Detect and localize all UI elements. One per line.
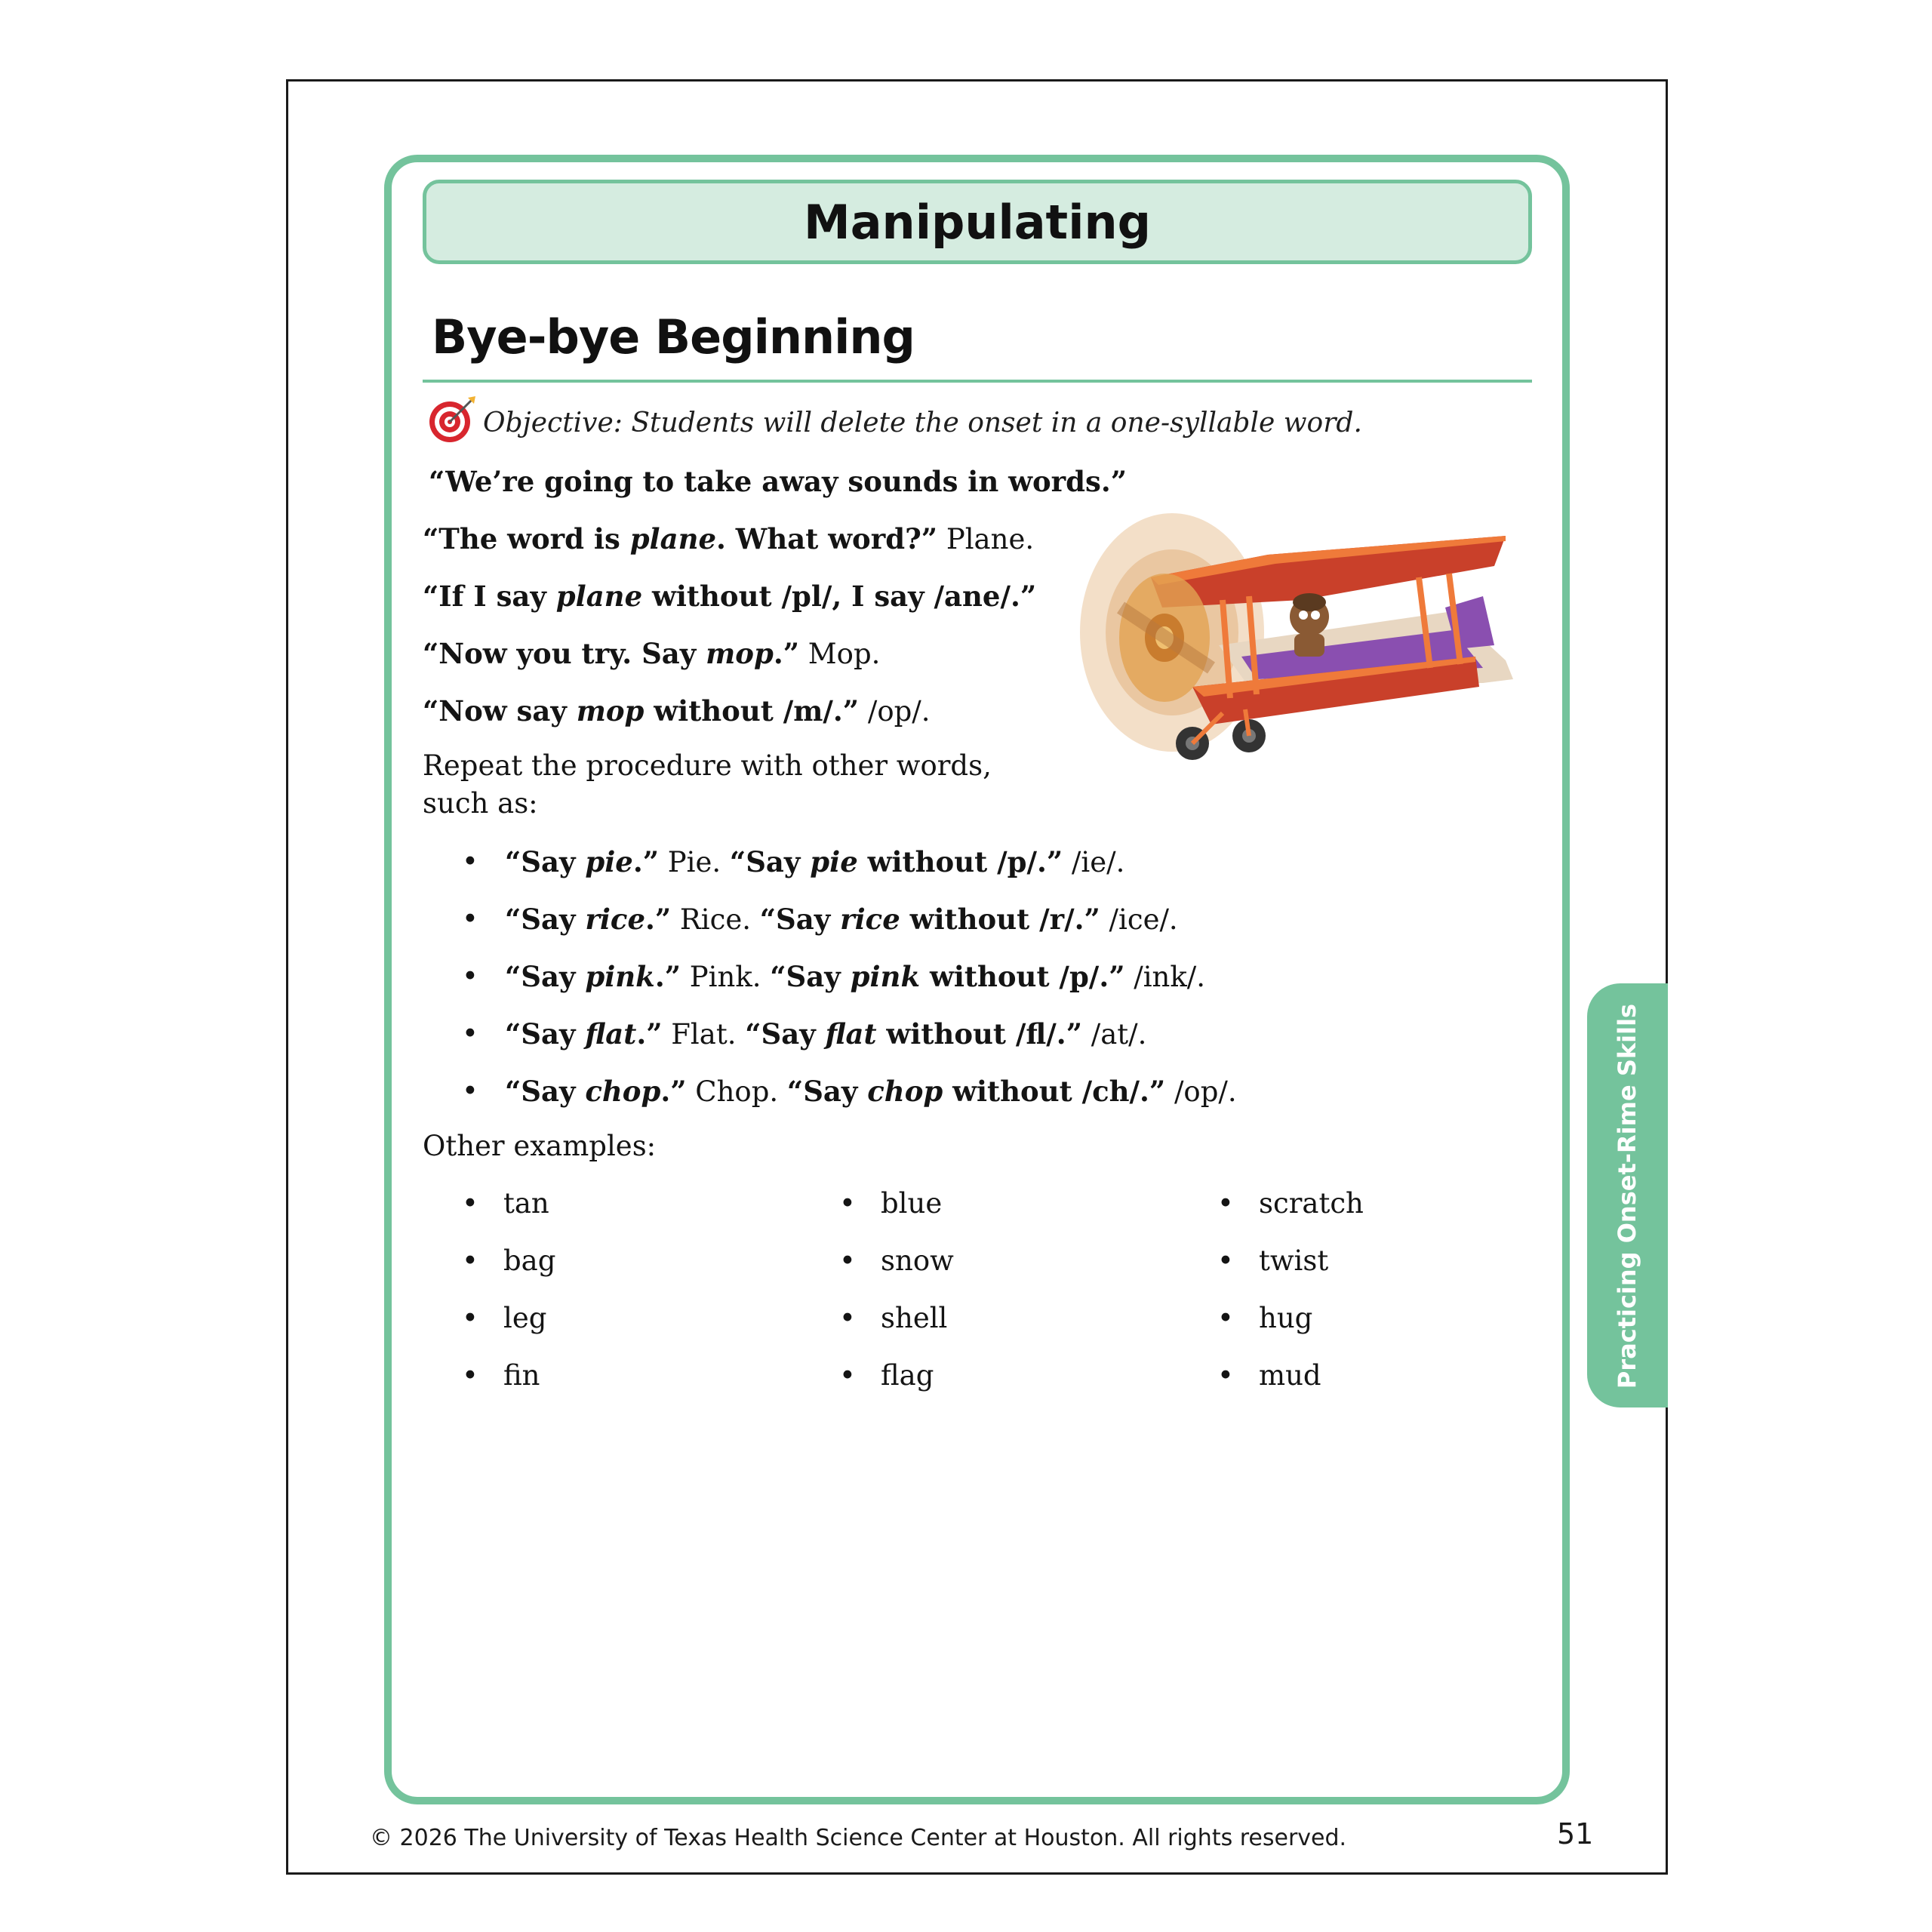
- bullet-marker: •: [462, 1187, 478, 1220]
- title-divider: [423, 380, 1532, 383]
- script-line-3-a: “If I say: [423, 580, 556, 613]
- procedure-part-a: “Say: [505, 1017, 586, 1051]
- bullet-marker: •: [462, 960, 478, 992]
- example-word-text: mud: [1259, 1359, 1321, 1392]
- script-line-4-a: “Now you try. Say: [423, 637, 706, 670]
- procedure-part-word: rice: [585, 903, 645, 936]
- procedure-part-f: /ink/.: [1124, 961, 1206, 993]
- procedure-part-c: Pink.: [681, 961, 771, 993]
- procedure-item-text: [505, 1075, 1237, 1108]
- procedure-part-word2: pie: [810, 845, 858, 878]
- page-number: 51: [1557, 1817, 1594, 1850]
- example-word-text: leg: [503, 1302, 547, 1334]
- section-title: Manipulating: [804, 194, 1151, 250]
- bullet-marker: •: [462, 1017, 478, 1050]
- procedure-item-text: [505, 903, 1178, 936]
- example-word-text: tan: [503, 1187, 549, 1220]
- script-line-3-word: plane: [555, 580, 643, 613]
- example-word-text: hug: [1259, 1302, 1313, 1334]
- procedure-part-word: flat: [585, 1017, 637, 1051]
- procedure-part-c: Chop.: [686, 1075, 787, 1108]
- procedure-part-e: without /p/.”: [857, 845, 1063, 878]
- procedure-part-f: /ie/.: [1063, 846, 1125, 878]
- script-line-1-text: “We’re going to take away sounds in words.”: [429, 465, 1128, 498]
- procedure-part-e: without /p/.”: [920, 960, 1125, 993]
- procedure-part-d: “Say: [770, 960, 851, 993]
- bullet-marker: •: [839, 1359, 856, 1392]
- procedure-part-d: “Say: [745, 1017, 826, 1051]
- procedure-part-b: .”: [654, 960, 681, 993]
- procedure-part-word: pink: [585, 960, 655, 993]
- script-line-5: [423, 694, 931, 728]
- script-line-2: [423, 522, 1034, 555]
- side-tab-label: Practicing Onset-Rime Skills: [1613, 1003, 1641, 1389]
- procedure-part-e: without /ch/.”: [943, 1075, 1166, 1108]
- bullet-marker: •: [462, 1302, 478, 1334]
- procedure-part-word2: rice: [840, 903, 900, 936]
- procedure-part-f: /op/.: [1165, 1075, 1237, 1108]
- procedure-part-b: .”: [660, 1075, 687, 1108]
- script-line-3: [423, 580, 1036, 613]
- bullet-marker: •: [1217, 1302, 1234, 1334]
- procedure-part-e: without /r/.”: [900, 903, 1100, 936]
- procedure-part-f: /at/.: [1081, 1018, 1147, 1051]
- bullet-marker: •: [1217, 1244, 1234, 1277]
- script-line-4-c: .”: [773, 637, 800, 670]
- script-line-2-word: plane: [629, 522, 717, 555]
- procedure-part-b: .”: [645, 903, 672, 936]
- script-line-4: [423, 637, 880, 670]
- procedure-part-word2: flat: [825, 1017, 877, 1051]
- bullet-marker: •: [839, 1302, 856, 1334]
- script-line-5-a: “Now say: [423, 694, 577, 728]
- bullet-marker: •: [462, 903, 478, 935]
- script-line-5-word: mop: [576, 694, 645, 728]
- procedure-part-c: Pie.: [659, 846, 730, 878]
- example-word-text: fin: [503, 1359, 540, 1392]
- biplane-illustration: [1060, 494, 1524, 774]
- target-icon: [427, 395, 477, 445]
- procedure-part-c: Rice.: [671, 903, 760, 936]
- bullet-marker: •: [839, 1244, 856, 1277]
- procedure-part-d: “Say: [729, 845, 811, 878]
- objective-text: Objective: Students will delete the onset in a one-syllable word.: [483, 408, 1362, 438]
- script-line-2-a: “The word is: [423, 522, 630, 555]
- bullet-marker: •: [1217, 1359, 1234, 1392]
- section-banner: [423, 180, 1532, 264]
- bullet-marker: •: [462, 1075, 478, 1107]
- script-line-4-word: mop: [706, 637, 774, 670]
- example-word-text: bag: [503, 1244, 556, 1277]
- procedure-part-word: pie: [585, 845, 633, 878]
- other-examples-label: Other examples:: [423, 1130, 657, 1162]
- script-line-3-c: without /pl/, I say /ane/.”: [642, 580, 1037, 613]
- example-word-text: snow: [881, 1244, 954, 1277]
- procedure-part-d: “Say: [759, 903, 841, 936]
- copyright-footer: © 2026 The University of Texas Health Science Center at Houston. All rights reserved.: [370, 1825, 1347, 1851]
- script-line-2-response: Plane.: [937, 523, 1035, 555]
- procedure-part-a: “Say: [505, 903, 586, 936]
- bullet-marker: •: [462, 1359, 478, 1392]
- procedure-item-text: [505, 960, 1205, 993]
- procedure-item-text: [505, 845, 1124, 878]
- procedure-part-f: /ice/.: [1100, 903, 1178, 936]
- bullet-marker: •: [462, 845, 478, 878]
- procedure-part-c: Flat.: [662, 1018, 746, 1051]
- example-word-text: twist: [1259, 1244, 1329, 1277]
- example-word-text: shell: [881, 1302, 948, 1334]
- activity-title: Bye-bye Beginning: [432, 309, 915, 365]
- procedure-part-b: .”: [636, 1017, 663, 1051]
- procedure-part-e: without /fl/.”: [876, 1017, 1082, 1051]
- script-line-2-c: . What word?”: [716, 522, 938, 555]
- procedure-part-a: “Say: [505, 845, 586, 878]
- script-line-1: [429, 465, 1127, 498]
- example-word-text: scratch: [1259, 1187, 1364, 1220]
- procedure-part-b: .”: [632, 845, 659, 878]
- bullet-marker: •: [1217, 1187, 1234, 1220]
- procedure-part-word2: pink: [850, 960, 921, 993]
- procedure-item-text: [505, 1017, 1146, 1051]
- bullet-marker: •: [839, 1187, 856, 1220]
- procedure-part-word: chop: [585, 1075, 661, 1108]
- procedure-part-d: “Say: [786, 1075, 868, 1108]
- script-line-5-c: without /m/.”: [644, 694, 860, 728]
- procedure-part-a: “Say: [505, 960, 586, 993]
- script-line-4-response: Mop.: [799, 638, 881, 670]
- procedure-part-a: “Say: [505, 1075, 586, 1108]
- example-word-text: blue: [881, 1187, 943, 1220]
- procedure-part-word2: chop: [867, 1075, 943, 1108]
- repeat-instruction: Repeat the procedure with other words, such as:: [423, 749, 992, 820]
- bullet-marker: •: [462, 1244, 478, 1277]
- example-word-text: flag: [881, 1359, 934, 1392]
- script-line-5-response: /op/.: [859, 695, 931, 728]
